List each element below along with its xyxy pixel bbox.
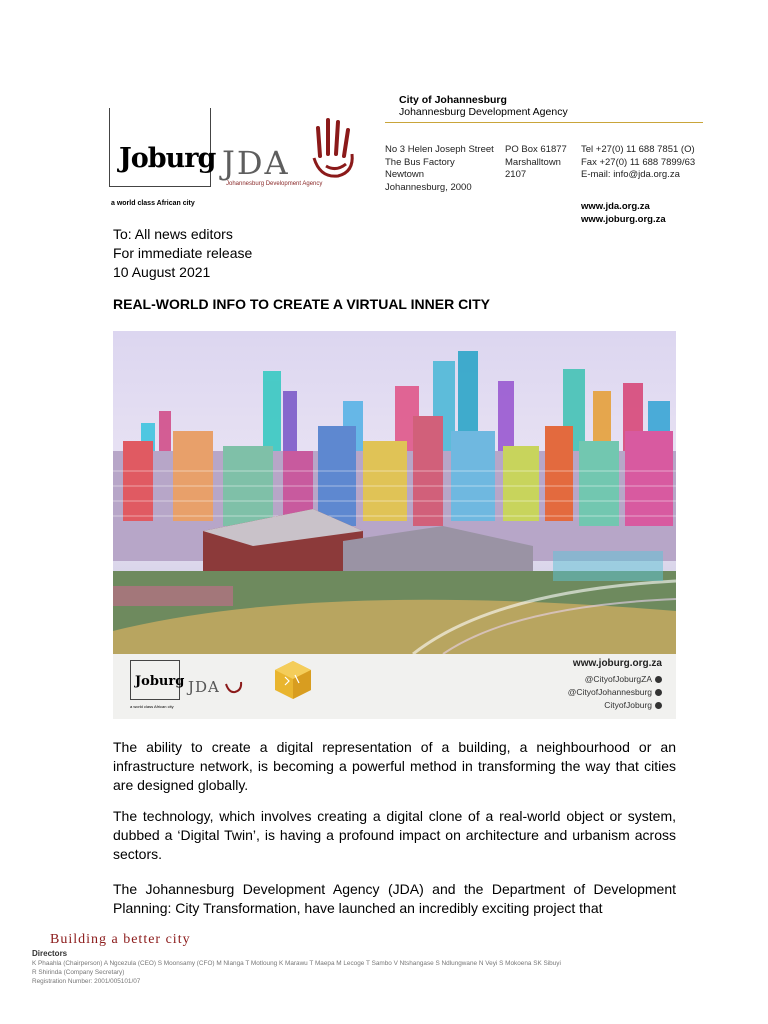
- directors-label: Directors: [32, 949, 68, 958]
- contact-info: Tel +27(0) 11 688 7851 (O) Fax +27(0) 11 688 7899/63 E-mail: info@jda.org.za: [581, 144, 696, 180]
- banner-jda-hand-icon: [223, 672, 243, 694]
- joburg-website-link[interactable]: www.joburg.org.za: [581, 214, 666, 225]
- jda-logo: JDA: [222, 144, 290, 182]
- company-secretary: R Shirinda (Company Secretary): [32, 969, 125, 976]
- release-date: 10 August 2021: [113, 264, 211, 280]
- directors-list: K Phaahla (Chairperson) A Ngcezula (CEO) S Moonsamy (CFO) M Nlanga T Motloung K Marawu T Maepa M Lecoge T Sambo V Ntshangase S Ndlungwane N Veyi S Mokoena SK Sibuyi: [32, 960, 561, 967]
- body-paragraph-2: The technology, which involves creating a digital clone of a real-world object or system, dubbed a ‘Digital Twin’, is having a profound impact on architecture and urbanism across sectors.: [113, 808, 676, 862]
- city-name: City of Johannesburg: [399, 94, 507, 106]
- banner-website-link[interactable]: www.joburg.org.za: [572, 658, 662, 669]
- release-type: For immediate release: [113, 245, 253, 261]
- jda-website-link[interactable]: www.jda.org.za: [581, 201, 650, 212]
- facebook-handle[interactable]: CityofJoburg: [604, 700, 662, 710]
- city-skyline-image: [113, 331, 676, 654]
- digital-twin-cube-icon: [273, 659, 313, 701]
- joburg-tagline: a world class African city: [111, 200, 195, 207]
- instagram-handle[interactable]: @CityofJohannesburg: [568, 687, 662, 697]
- postal-address: PO Box 61877 Marshalltown 2107: [505, 144, 567, 180]
- recipients: To: All news editors: [113, 226, 233, 242]
- instagram-icon: [655, 689, 662, 696]
- photo-banner: [113, 654, 676, 719]
- website-links: [581, 200, 666, 226]
- email-link[interactable]: E-mail: info@jda.org.za: [581, 169, 680, 180]
- banner-joburg-logo: Joburg: [135, 674, 185, 689]
- twitter-handle[interactable]: @CityofJoburgZA: [585, 674, 662, 684]
- jda-logo-subtitle: Johannesburg Development Agency: [226, 181, 323, 187]
- banner-joburg-tagline: a world class African city: [130, 704, 174, 709]
- body-paragraph-3: The Johannesburg Development Agency (JDA) and the Department of Development Planning: City Transformation, have launched an incredibly exciting project that: [113, 881, 676, 916]
- release-info: [113, 225, 252, 282]
- footer-slogan: Building a better city: [50, 932, 191, 947]
- joburg-logo: Joburg: [119, 143, 216, 174]
- headline: REAL-WORLD INFO TO CREATE A VIRTUAL INNER CITY: [113, 296, 490, 312]
- facebook-icon: [655, 702, 662, 709]
- body-paragraph-1: The ability to create a digital representation of a building, a neighbourhood or an infrastructure network, is becoming a powerful method in transforming the way that cities are designed globally.: [113, 739, 676, 793]
- banner-jda-logo: JDA: [188, 678, 220, 696]
- registration-number: Registration Number: 2001/005101/07: [32, 978, 141, 985]
- jda-hand-icon: [308, 118, 356, 180]
- twitter-icon: [655, 676, 662, 683]
- header-divider: [385, 122, 703, 123]
- street-address: No 3 Helen Joseph Street The Bus Factory Newtown Johannesburg, 2000: [385, 144, 494, 193]
- agency-name: Johannesburg Development Agency: [399, 106, 568, 118]
